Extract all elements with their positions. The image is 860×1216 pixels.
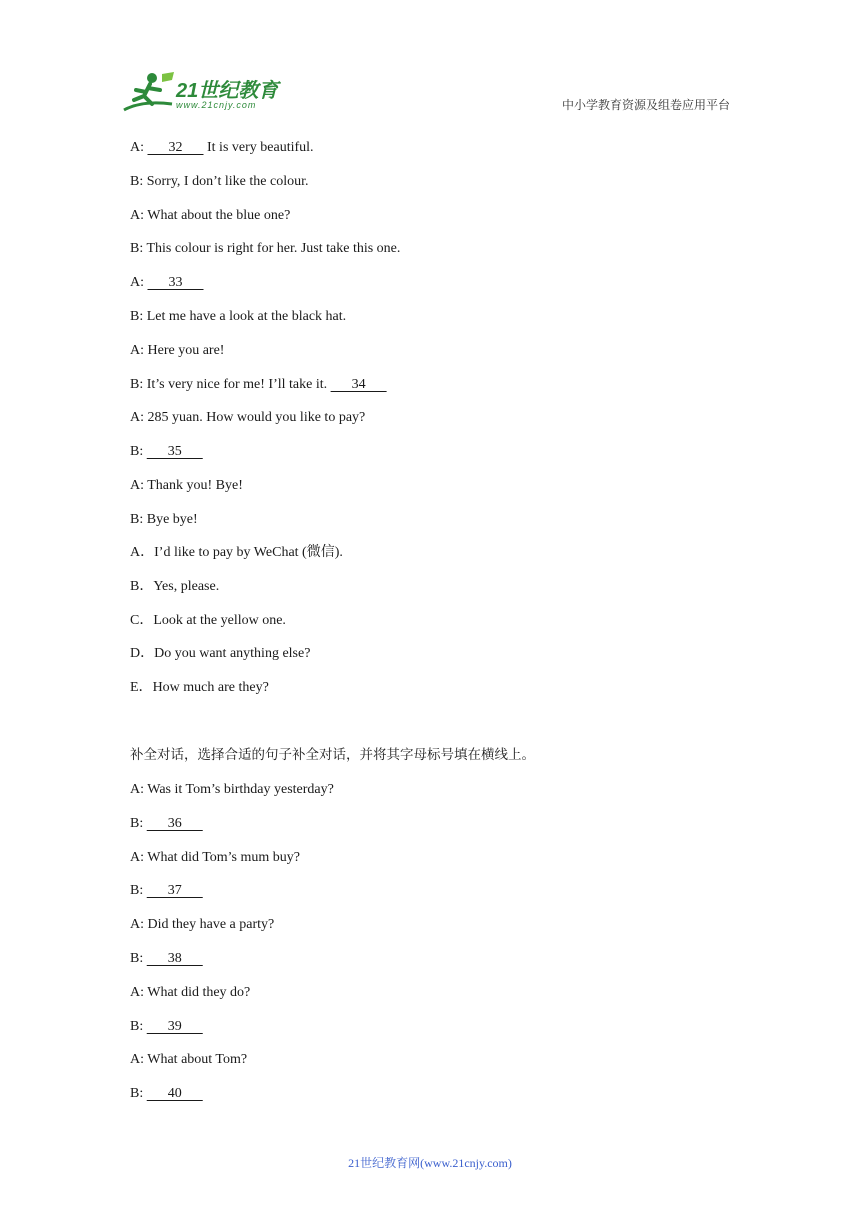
speaker-label: A: bbox=[130, 782, 144, 797]
section-instruction bbox=[130, 746, 535, 765]
speaker-label: B: bbox=[130, 1086, 144, 1102]
dialog2-line bbox=[130, 1051, 247, 1069]
answer-blank[interactable]: 40 bbox=[146, 1086, 203, 1102]
dialog2-line bbox=[130, 882, 203, 900]
option-letter: E． bbox=[130, 680, 153, 696]
answer-blank[interactable]: 39 bbox=[146, 1018, 203, 1034]
dialog-text: Thank you! Bye! bbox=[147, 478, 243, 493]
dialog-text: It is very beautiful. bbox=[203, 140, 314, 155]
speaker-label: B: bbox=[130, 309, 144, 324]
dialog2-line bbox=[130, 950, 203, 968]
runner-logo-icon bbox=[122, 70, 178, 116]
option-line bbox=[130, 679, 269, 697]
option-text: Do you want anything else? bbox=[154, 646, 311, 662]
dialog2-line bbox=[130, 984, 250, 1002]
option-letter: C． bbox=[130, 612, 154, 628]
option-letter: B． bbox=[130, 578, 154, 594]
dialog1-line bbox=[130, 207, 290, 225]
dialog1-line bbox=[130, 409, 365, 427]
dialog-text: Here you are! bbox=[147, 342, 225, 358]
header-platform-text: 中小学教育资源及组卷应用平台 bbox=[561, 98, 730, 112]
dialog1-line bbox=[130, 376, 387, 394]
dialog-text: Bye bye! bbox=[146, 511, 198, 527]
speaker-label: B: bbox=[130, 376, 144, 392]
option-text: I’d like to pay by WeChat (微信). bbox=[154, 545, 343, 560]
speaker-label: B: bbox=[130, 815, 144, 831]
dialog-text: What about Tom? bbox=[147, 1052, 248, 1068]
dialog-text: Did they have a party? bbox=[147, 917, 275, 933]
speaker-label: A: bbox=[130, 984, 144, 1000]
speaker-label: A: bbox=[130, 275, 144, 291]
speaker-label: B: bbox=[130, 511, 144, 527]
dialog2-line bbox=[130, 916, 274, 934]
dialog-text: What did they do? bbox=[147, 984, 251, 1000]
dialog1-line bbox=[130, 443, 203, 461]
dialog1-line bbox=[130, 173, 309, 191]
answer-blank[interactable]: 35 bbox=[146, 444, 203, 460]
speaker-label: A: bbox=[130, 478, 144, 493]
speaker-label: A: bbox=[130, 342, 144, 358]
dialog1-line bbox=[130, 274, 204, 292]
logo-url: www.21cnjy.com bbox=[176, 100, 257, 110]
option-line bbox=[130, 612, 286, 630]
dialog1-line bbox=[130, 511, 198, 529]
logo bbox=[122, 70, 292, 116]
speaker-label: A: bbox=[130, 917, 144, 933]
dialog-text: What about the blue one? bbox=[147, 207, 291, 223]
page-header bbox=[0, 0, 860, 125]
speaker-label: A: bbox=[130, 140, 144, 155]
speaker-label: A: bbox=[130, 849, 144, 865]
dialog1-line bbox=[130, 477, 243, 495]
speaker-label: A: bbox=[130, 207, 144, 223]
speaker-label: B: bbox=[130, 241, 144, 257]
logo-text: 21世纪教育 bbox=[176, 80, 279, 102]
answer-blank[interactable]: 33 bbox=[147, 275, 204, 291]
dialog-text: Let me have a look at the black hat. bbox=[146, 309, 347, 324]
option-text: How much are they? bbox=[152, 680, 269, 696]
speaker-label: B: bbox=[130, 1018, 144, 1034]
answer-blank[interactable]: 36 bbox=[146, 815, 203, 831]
page-footer: 21世纪教育网(www.21cnjy.com) bbox=[348, 1156, 512, 1170]
speaker-label: A: bbox=[130, 1052, 144, 1068]
section-title: 补全对话，选择合适的句子补全对话，并将其字母标号填在横线上。 bbox=[130, 747, 535, 763]
speaker-label: B: bbox=[130, 173, 144, 189]
option-line bbox=[130, 578, 219, 596]
option-text: Yes, please. bbox=[153, 578, 220, 594]
dialog2-line bbox=[130, 781, 334, 799]
dialog2-line bbox=[130, 1018, 203, 1036]
dialog1-line bbox=[130, 308, 346, 326]
dialog-text: It’s very nice for me! I’ll take it. bbox=[146, 376, 331, 392]
answer-blank[interactable]: 34 bbox=[330, 376, 387, 392]
dialog2-line bbox=[130, 815, 203, 833]
option-letter: A． bbox=[130, 545, 155, 560]
dialog1-line bbox=[130, 240, 400, 258]
speaker-label: A: bbox=[130, 410, 144, 426]
option-letter: D． bbox=[130, 646, 155, 662]
dialog2-line bbox=[130, 849, 300, 867]
option-line bbox=[130, 645, 310, 663]
speaker-label: B: bbox=[130, 444, 144, 460]
dialog-text: 285 yuan. How would you like to pay? bbox=[147, 410, 366, 426]
option-line bbox=[130, 544, 343, 562]
dialog-text: Sorry, I don’t like the colour. bbox=[146, 173, 309, 189]
dialog-text: This colour is right for her. Just take this one. bbox=[146, 241, 401, 257]
dialog1-line bbox=[130, 342, 224, 360]
option-text: Look at the yellow one. bbox=[153, 612, 286, 628]
speaker-label: B: bbox=[130, 883, 144, 899]
speaker-label: B: bbox=[130, 951, 144, 966]
dialog1-line bbox=[130, 139, 314, 157]
dialog-text: Was it Tom’s birthday yesterday? bbox=[147, 782, 334, 797]
answer-blank[interactable]: 32 bbox=[147, 140, 204, 155]
answer-blank[interactable]: 38 bbox=[146, 951, 203, 966]
answer-blank[interactable]: 37 bbox=[146, 883, 203, 899]
dialog2-line bbox=[130, 1085, 203, 1103]
dialog-text: What did Tom’s mum buy? bbox=[147, 849, 300, 865]
